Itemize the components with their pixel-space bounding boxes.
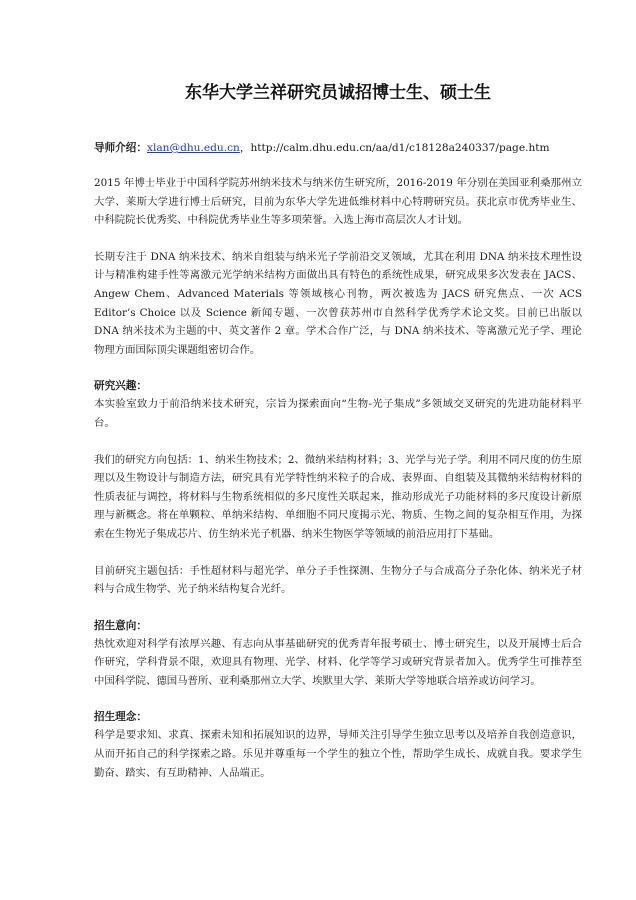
advisor-separator: ， — [239, 142, 251, 154]
advisor-url[interactable]: http://calm.dhu.edu.cn/aa/d1/c18128a240337/page.htm — [250, 142, 550, 154]
section-heading-recruitment-philosophy: 招生理念： — [94, 711, 147, 724]
section-heading-recruitment-intent: 招生意向： — [94, 619, 147, 632]
advisor-line — [94, 140, 582, 156]
recruitment-philosophy-paragraph: 科学是要求知、求真、探索未知和拓展知识的边界，导师关注引导学生独立思考以及培养自我创造意识，从而开拓自己的科学探索之路。乐见并尊重每一个学生的独立个性，帮助学生成长、成就自我。要求学生勤奋、踏实、有互助精神、人品端正。 — [94, 729, 582, 779]
document-title: 东华大学兰祥研究员诚招博士生、硕士生 — [185, 83, 491, 103]
intro-paragraph-1: 2015 年博士毕业于中国科学院苏州纳米技术与纳米仿生研究所，2016-2019 年分别在美国亚利桑那州立大学、莱斯大学进行博士后研究，目前为东华大学先进低维材料中心特聘研究员。获北京市优秀毕业生、中科院院长优秀奖、中科院优秀毕业生等多项荣誉。入选上海市高层次人才计划。 — [94, 177, 582, 227]
research-paragraph-3: 目前研究主题包括：手性超材料与超光学、单分子手性探测、生物分子与合成高分子杂化体、纳米光子材料与合成生物学、光子纳米结构复合光纤。 — [94, 564, 582, 596]
section-recruitment-intent — [94, 617, 582, 691]
section-research-interests — [94, 377, 582, 598]
advisor-email-link[interactable]: xlan@dhu.edu.cn — [146, 142, 240, 154]
section-recruitment-philosophy — [94, 708, 582, 782]
advisor-label: 导师介绍： — [94, 142, 147, 154]
section-heading-research-interests: 研究兴趣： — [94, 380, 147, 393]
research-paragraph-1: 本实验室致力于前沿纳米技术研究，宗旨为探索面向“生物-光子集成”多领域交叉研究的先进功能材料平台。 — [94, 398, 582, 429]
recruitment-intent-paragraph: 热忱欢迎对科学有浓厚兴趣、有志向从事基础研究的优秀青年报考硕士、博士研究生，以及开展博士后合作研究，学科背景不限，欢迎具有物理、光学、材料、化学等学习或研究背景者加入。优秀学生可推荐至中国科学院、德国马普所、亚利桑那州立大学、埃默里大学、莱斯大学等地联合培养或访问学习。 — [94, 637, 582, 687]
intro-paragraph-2: 长期专注于 DNA 纳米技术、纳米自组装与纳米光子学前沿交叉领域，尤其在利用 DNA 纳米技术理性设计与精准构建手性等离激元光学纳米结构方面做出具有特色的系统性成果，研究成果多次发表在 JACS、Angew Chem、Advanced Materials 等领域核心刊物，两次被选为 JACS 研究焦点、一次 ACS Editor’s Choice 以及 Science 新闻专题、一次曾获苏州市自然科学优秀学术论文奖。目前已出版以 DNA 纳米技术为主题的中、英文著作 2 章。学术合作广泛，与 DNA 纳米技术、等离激元光子学、理论物理方面国际顶尖课题组密切合作。 — [94, 250, 582, 356]
research-paragraph-2: 我们的研究方向包括：1、纳米生物技术；2、微纳米结构材料；3、光学与光子学。利用不同尺度的仿生原理以及生物设计与制造方法，研究具有光学特性纳米粒子的合成、表界面、自组装及其微纳米结构材料的性质表征与调控，将材料与生物系统相似的多尺度性关联起来，推动形成光子功能材料的多尺度设计新原理与新概念。将在单颗粒、单纳米结构、单细胞不同尺度揭示光、物质、生物之间的复杂相互作用，为探索在生物光子集成芯片、仿生纳米光子机器、纳米生物医学等领域的前沿应用打下基础。 — [94, 453, 582, 540]
